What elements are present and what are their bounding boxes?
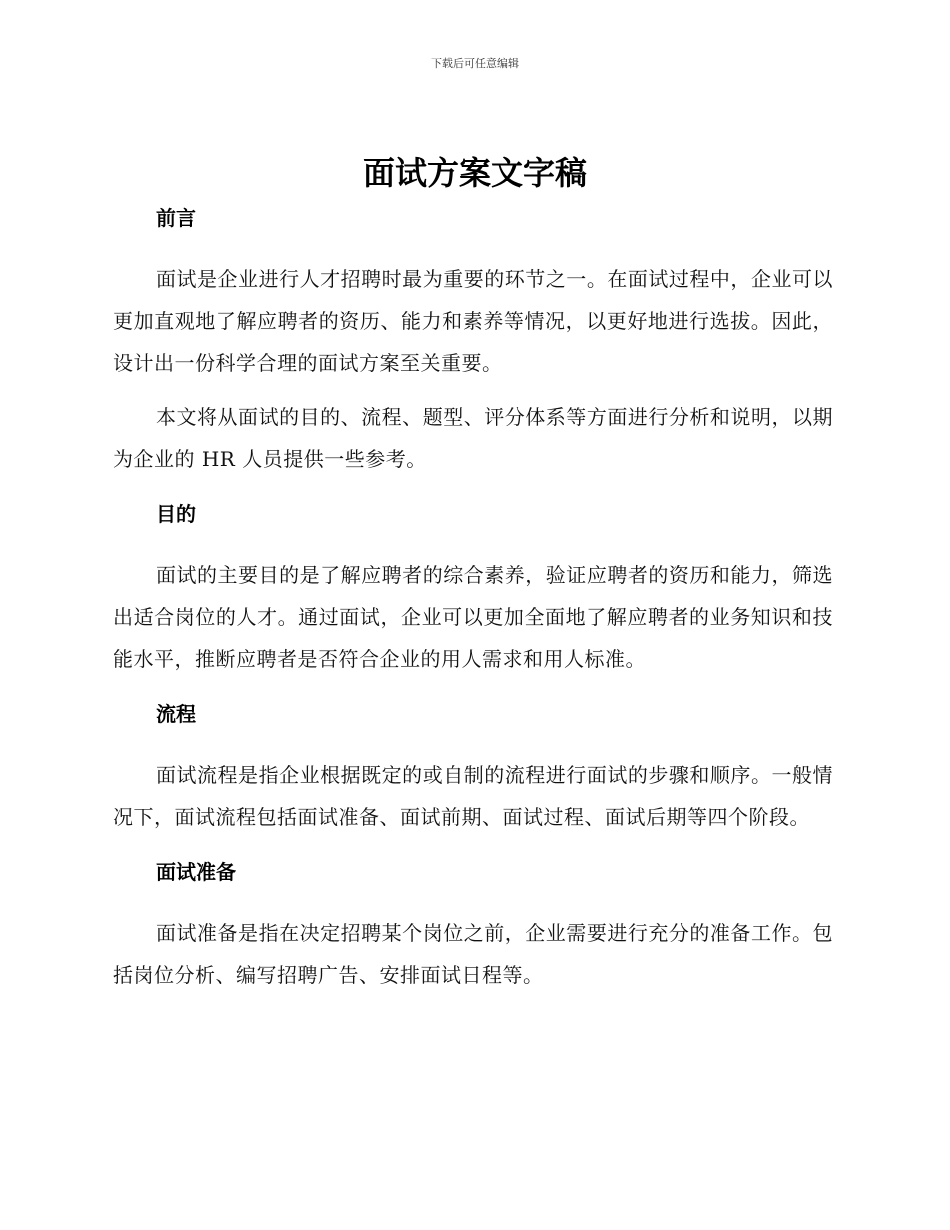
section-heading-purpose: 目的 bbox=[156, 502, 196, 526]
section-heading-process: 流程 bbox=[156, 702, 196, 726]
paragraph-process-1: 面试流程是指企业根据既定的或自制的流程进行面试的步骤和顺序。一般情况下，面试流程包括面试准备、面试前期、面试过程、面试后期等四个阶段。 bbox=[113, 763, 833, 829]
section-heading-preface: 前言 bbox=[156, 206, 196, 230]
document-body bbox=[113, 204, 833, 996]
paragraph-preparation-1: 面试准备是指在决定招聘某个岗位之前，企业需要进行充分的准备工作。包括岗位分析、编写招聘广告、安排面试日程等。 bbox=[113, 921, 833, 987]
header-note: 下载后可任意编辑 bbox=[431, 57, 519, 70]
paragraph-preface-2: 本文将从面试的目的、流程、题型、评分体系等方面进行分析和说明，以期为企业的 HR 人员提供一些参考。 bbox=[113, 405, 833, 471]
section-heading-preparation: 面试准备 bbox=[156, 860, 236, 884]
paragraph-purpose-1: 面试的主要目的是了解应聘者的综合素养，验证应聘者的资历和能力，筛选出适合岗位的人才。通过面试，企业可以更加全面地了解应聘者的业务知识和技能水平，推断应聘者是否符合企业的用人需求和用人标准。 bbox=[113, 563, 833, 671]
document-title: 面试方案文字稿 bbox=[362, 154, 587, 192]
paragraph-preface-1: 面试是企业进行人才招聘时最为重要的环节之一。在面试过程中，企业可以更加直观地了解应聘者的资历、能力和素养等情况，以更好地进行选拔。因此，设计出一份科学合理的面试方案至关重要。 bbox=[113, 267, 833, 375]
